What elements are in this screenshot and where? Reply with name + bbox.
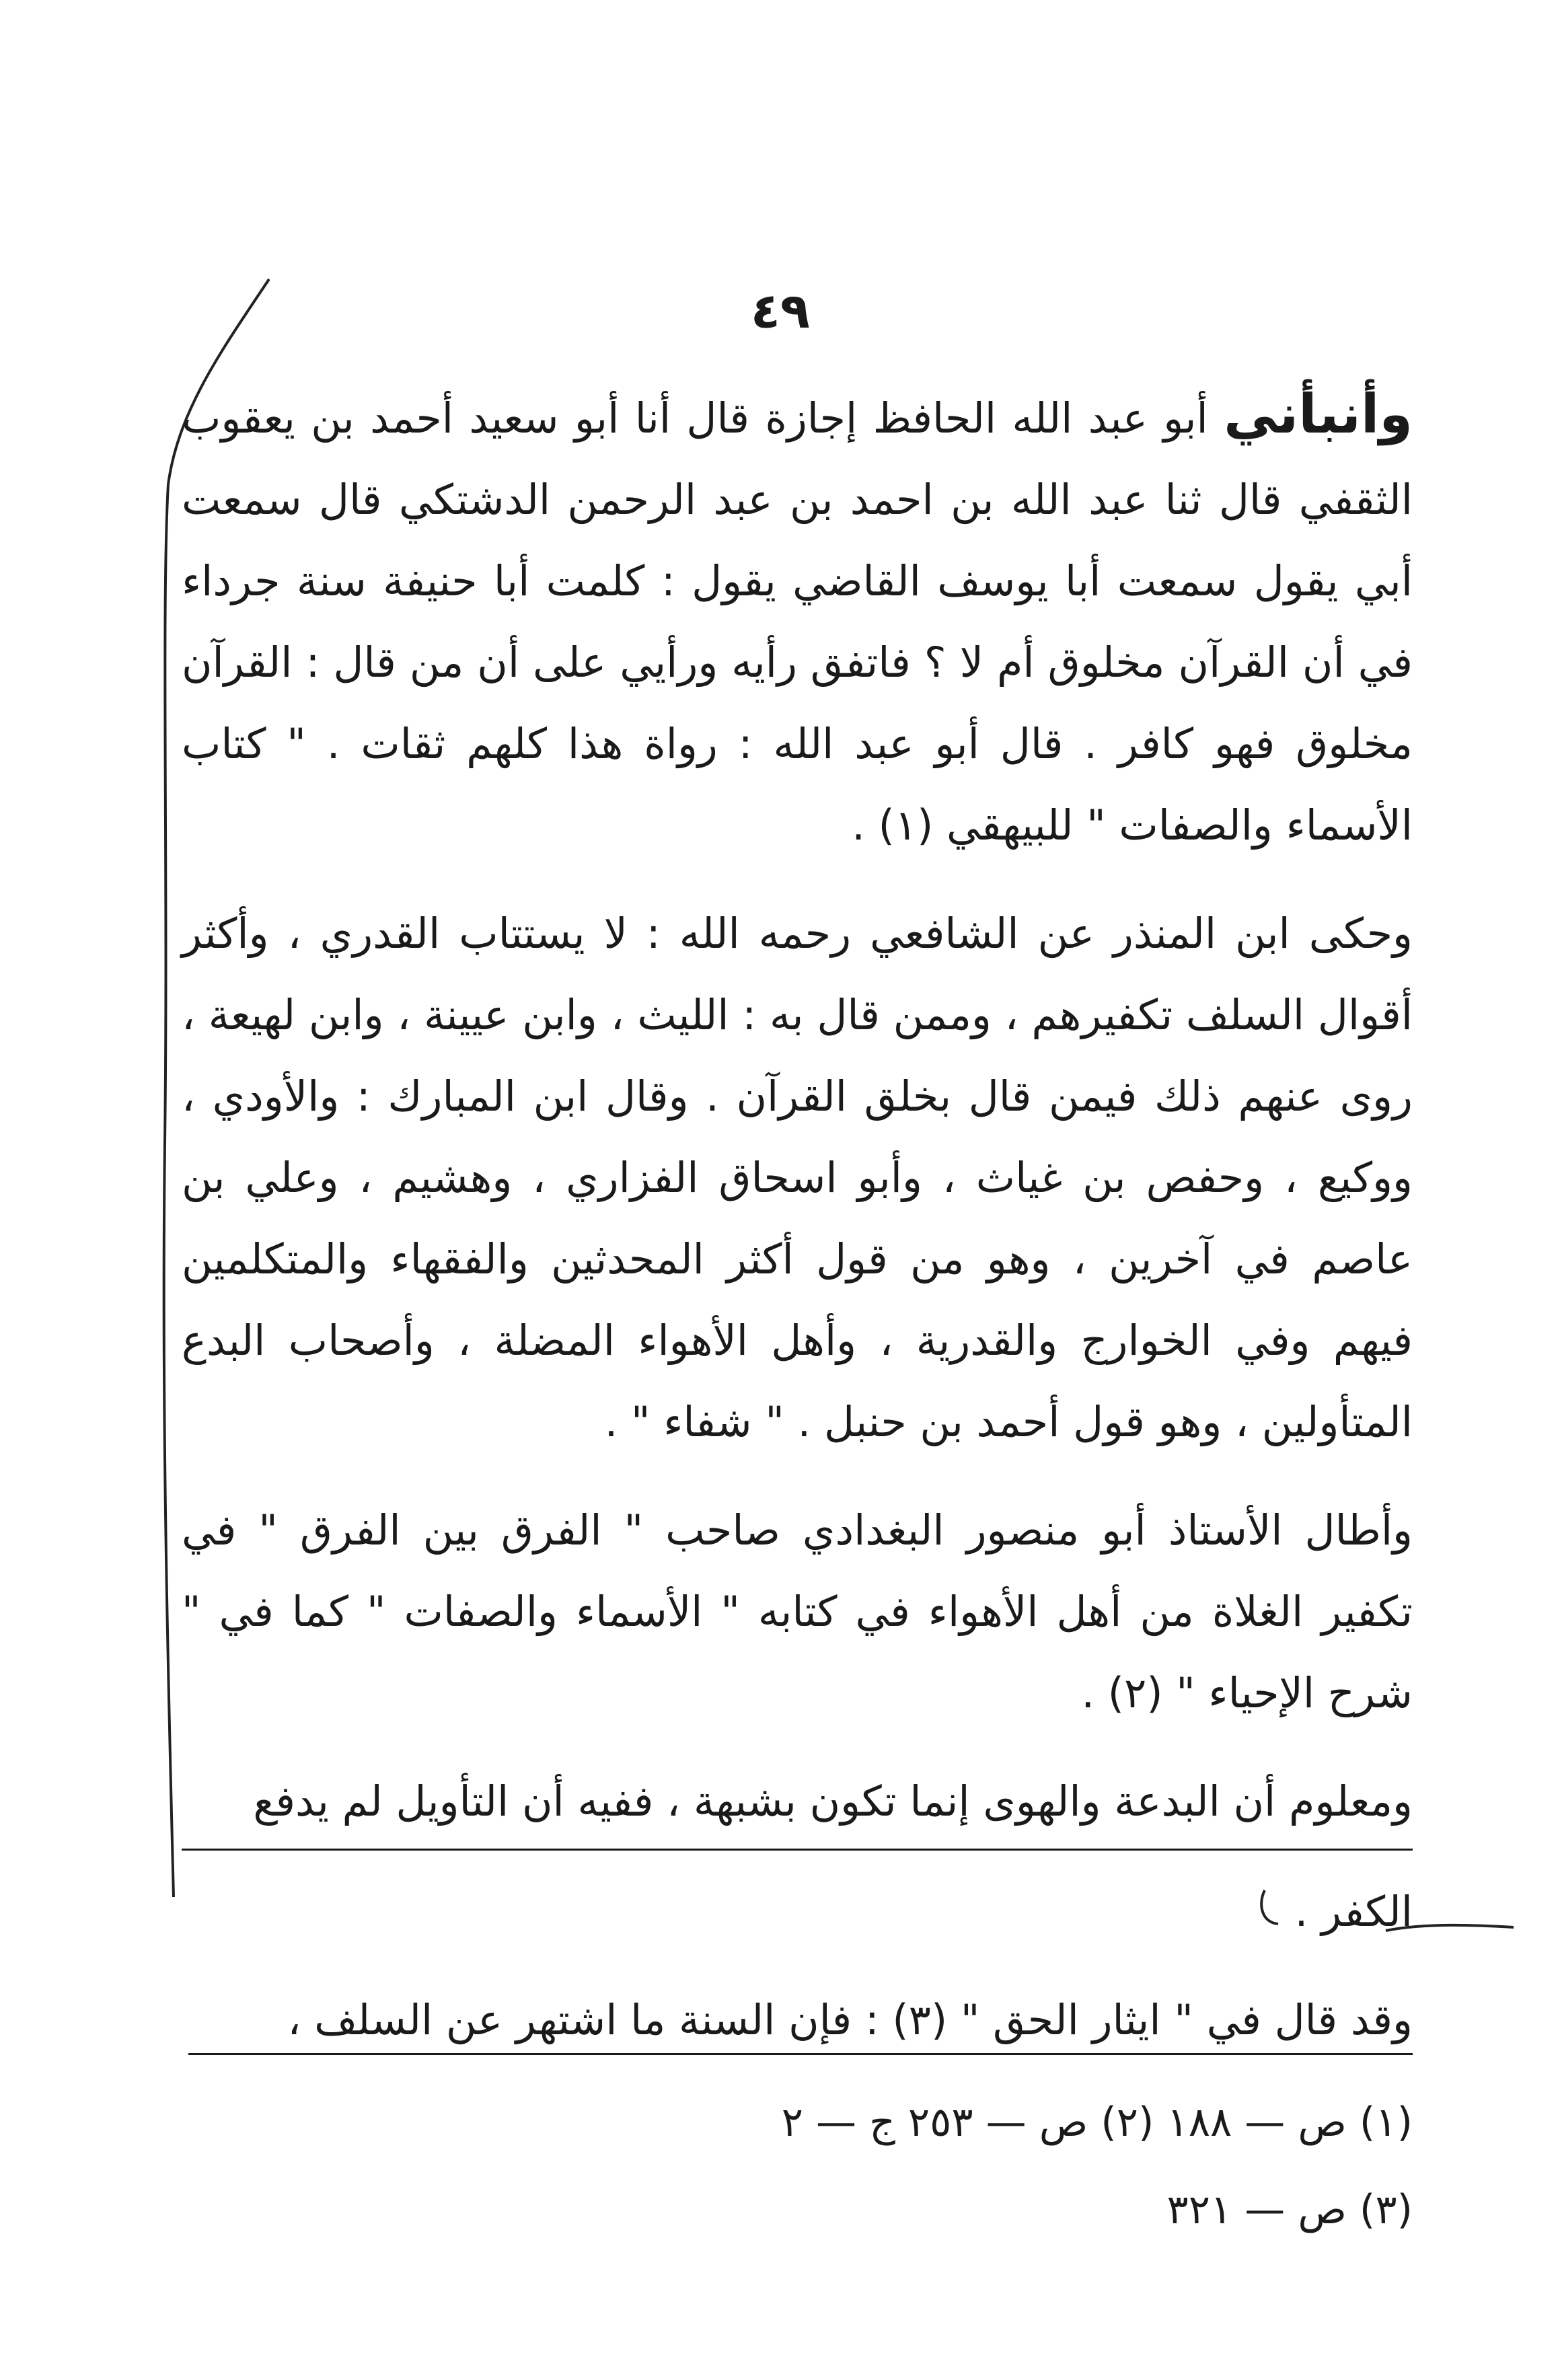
footnote-separator [188, 2053, 1413, 2055]
main-text [182, 373, 1413, 2060]
paragraph-1-lead: وأنبأني [1224, 383, 1413, 445]
paragraph-3: وأطال الأستاذ أبو منصور البغدادي صاحب " الفرق بين الفرق " في تكفير الغلاة من أهل الأهواء في كتابه " الأسماء والصفات " كما في " شرح الإحياء " (٢) . [182, 1505, 1413, 1717]
footnote-line: (١) ص — ١٨٨ (٢) ص — ٢٥٣ ج — ٢ [781, 2099, 1413, 2146]
footnotes [404, 2079, 1413, 2254]
paragraph-4: ومعلوم أن البدعة والهوى إنما تكون بشبهة ، ففيه أن التأويل لم يدفع [182, 1760, 1413, 1851]
paragraph-1 [182, 373, 1413, 866]
paragraph-5: وقد قال في " ايثار الحق " (٣) : فإن السنة ما اشتهر عن السلف ، [287, 1995, 1413, 2044]
page-number: ٤٩ [751, 283, 810, 339]
footnote-line: (٣) ص — ٣٢١ [1166, 2186, 1413, 2233]
paragraph-4-end: الكفر . [1294, 1887, 1413, 1936]
paragraph-2: وحكى ابن المنذر عن الشافعي رحمه الله : لا يستتاب القدري ، وأكثر أقوال السلف تكفيرهم ، وممن قال به : الليث ، وابن عيينة ، وابن لهيعة ، روى عنهم ذلك فيمن قال بخلق القرآن . وقال ابن المبارك : والأودي ، ووكيع ، وحفص بن غياث ، وأبو اسحاق الفزاري ، وهشيم ، وعلي بن عاصم في آخرين ، وهو من قول أكثر المحدثين والفقهاء والمتكلمين فيهم وفي الخوارج والقدرية ، وأهل الأهواء المضلة ، وأصحاب البدع المتأولين ، وهو قول أحمد بن حنبل . " شفاء " . [182, 909, 1413, 1446]
paragraph-1-text: أبو عبد الله الحافظ إجازة قال أنا أبو سعيد أحمد بن يعقوب الثقفي قال ثنا عبد الله بن احمد بن عبد الرحمن الدشتكي قال سمعت أبي يقول سمعت أبا يوسف القاضي يقول : كلمت أبا حنيفة سنة جرداء في أن القرآن مخلوق أم لا ؟ فاتفق رأيه ورأيي على أن من قال : القرآن مخلوق فهو كافر . قال أبو عبد الله : رواة هذا كلهم ثقات . " كتاب الأسماء والصفات " للبيهقي (١) . [182, 394, 1413, 850]
